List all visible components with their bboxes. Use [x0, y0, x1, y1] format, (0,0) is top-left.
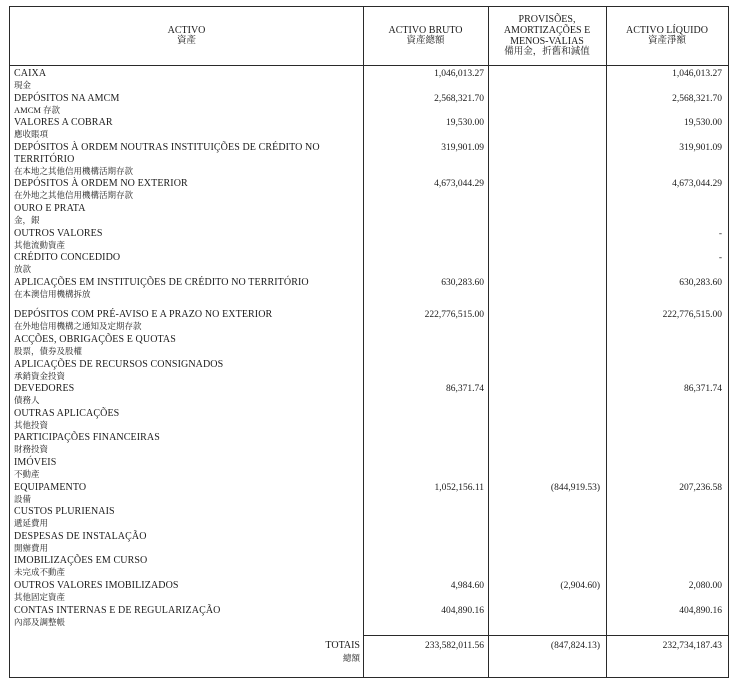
item-label: OUTRAS APLICAÇÕES [14, 407, 120, 419]
value-liquido: 630,283.60 [679, 277, 722, 288]
value-bruto: 404,890.16 [441, 605, 484, 616]
item-label-zh: 股票，債券及股權 [14, 346, 83, 356]
item-label: PARTICIPAÇÕES FINANCEIRAS [14, 432, 160, 444]
item-label-zh: 開辦費用 [14, 542, 49, 553]
item-label: DEPÓSITOS NA AMCM [14, 92, 120, 104]
value-liquido: 207,236.58 [679, 482, 722, 493]
value-liquido: 86,371.74 [684, 384, 722, 395]
item-label: DEVEDORES [14, 383, 75, 395]
item-label-zh: 其他固定資產 [14, 592, 66, 602]
totals-divider [363, 635, 728, 636]
value-bruto: 222,776,515.00 [424, 310, 484, 321]
item-label: DESPESAS DE INSTALAÇÃO [14, 530, 147, 542]
value-liquido: 404,890.16 [679, 605, 722, 616]
value-liquido: - [718, 228, 722, 239]
value-bruto: 1,046,013.27 [434, 69, 484, 79]
header-activo-bruto: ACTIVO BRUTO 資產總額 [388, 25, 463, 46]
value-bruto: 86,371.74 [446, 384, 484, 395]
value-bruto: 19,530.00 [446, 118, 484, 129]
value-liquido: 19,530.00 [684, 118, 722, 129]
item-label: DEPÓSITOS À ORDEM NOUTRAS INSTITUIÇÕES DE CRÉDITO NO [14, 141, 320, 153]
item-label: IMOBILIZAÇÕES EM CURSO [14, 555, 148, 567]
value-bruto: 4,673,044.29 [434, 179, 484, 190]
column-divider [488, 7, 489, 677]
item-label: APLICAÇÕES EM INSTITUIÇÕES DE CRÉDITO NO TERRITÓRIO [14, 276, 309, 288]
value-liquido: 319,901.09 [679, 142, 722, 153]
value-liquido: 4,673,044.29 [672, 179, 722, 190]
item-label-zh: 現金 [14, 80, 32, 90]
item-label-zh: 金，銀 [14, 215, 40, 225]
value-liquido: 1,046,013.27 [672, 69, 722, 79]
item-label-continued: TERRITÓRIO [14, 153, 75, 165]
header-provisoes: PROVISÕES, AMORTIZAÇÕES E MENOS-VALIAS 備用金，折舊和減值 [503, 14, 591, 57]
item-label: VALORES A COBRAR [14, 117, 113, 129]
item-label: OURO E PRATA [14, 203, 86, 214]
totals-label: TOTAIS [325, 640, 360, 651]
value-bruto: 319,901.09 [441, 142, 484, 153]
column-divider [606, 7, 607, 677]
item-label-zh: 財務投資 [14, 444, 49, 455]
totals-label-zh: 總額 [342, 653, 360, 663]
value-bruto: 4,984.60 [450, 581, 484, 591]
header-divider [10, 65, 728, 66]
item-label: DEPÓSITOS COM PRÉ-AVISO E A PRAZO NO EXTERIOR [14, 309, 273, 321]
item-label: OUTROS VALORES [14, 227, 103, 239]
item-label-zh: 在本澳信用機構拆放 [14, 288, 91, 299]
item-label: CONTAS INTERNAS E DE REGULARIZAÇÃO [14, 604, 221, 616]
item-label-zh: 設備 [14, 493, 32, 504]
item-label-zh: 債務人 [14, 395, 40, 406]
item-label: CUSTOS PLURIENAIS [14, 506, 115, 518]
value-liquido: - [718, 253, 722, 264]
value-bruto: 630,283.60 [441, 277, 484, 288]
item-label-zh: 在本地之其他信用機構活期存款 [14, 165, 134, 176]
balance-sheet-table [9, 6, 729, 678]
item-label-zh: 未完成不動產 [14, 567, 66, 578]
item-label-zh: 在外地信用機構之通知及定期存款 [14, 321, 142, 332]
item-label-zh: 在外地之其他信用機構活期存款 [14, 190, 134, 201]
value-bruto: 2,568,321.70 [434, 93, 484, 104]
item-label: CAIXA [14, 68, 47, 79]
value-provisoes: (2,904.60) [560, 581, 600, 591]
item-label-zh: 承銷資金投資 [14, 370, 66, 381]
item-label: ACÇÕES, OBRIGAÇÕES E QUOTAS [14, 334, 176, 345]
item-label-zh: 不動產 [14, 469, 40, 479]
item-label: OUTROS VALORES IMOBILIZADOS [14, 580, 179, 591]
item-label-zh: AMCM 存款 [14, 104, 61, 115]
value-provisoes: (844,919.53) [550, 482, 600, 493]
item-label-zh: 其他投資 [14, 419, 49, 430]
header-activo: ACTIVO 資產 [167, 25, 206, 46]
item-label-zh: 應收賬項 [14, 129, 49, 140]
totals-liquido: 232,734,187.43 [662, 641, 722, 651]
value-liquido: 2,080.00 [688, 581, 722, 591]
header-activo-liquido: ACTIVO LÍQUIDO 資產淨額 [626, 25, 708, 46]
item-label-zh: 遞延費用 [14, 518, 49, 529]
value-bruto: 1,052,156.11 [434, 482, 484, 493]
item-label-zh: 其他流動資產 [14, 239, 66, 250]
item-label: CRÉDITO CONCEDIDO [14, 252, 121, 264]
item-label-zh: 放款 [14, 264, 32, 275]
value-liquido: 222,776,515.00 [662, 310, 722, 321]
column-divider [363, 7, 364, 677]
item-label: DEPÓSITOS À ORDEM NO EXTERIOR [14, 178, 188, 190]
totals-provisoes: (847,824.13) [550, 641, 600, 651]
value-liquido: 2,568,321.70 [672, 93, 722, 104]
item-label: APLICAÇÕES DE RECURSOS CONSIGNADOS [14, 358, 224, 370]
item-label: IMÓVEIS [14, 457, 57, 468]
item-label-zh: 內部及調整帳 [14, 616, 66, 627]
item-label: EQUIPAMENTO [14, 481, 87, 493]
totals-bruto: 233,582,011.56 [424, 641, 484, 651]
